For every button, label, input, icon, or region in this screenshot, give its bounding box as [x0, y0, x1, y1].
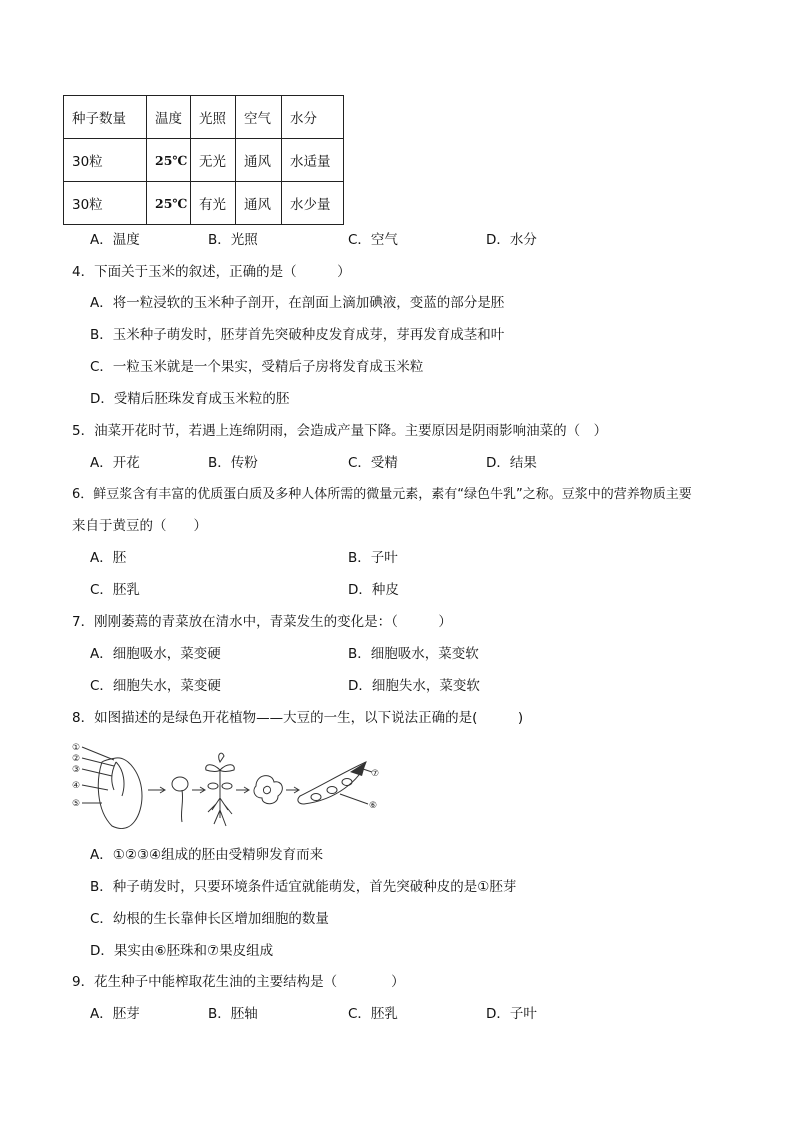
leader-line — [82, 769, 112, 776]
leader-line — [82, 785, 108, 790]
table-cell: 30粒 — [64, 182, 147, 225]
q3-option-d: D．水分 — [486, 232, 537, 248]
leader-line — [82, 747, 114, 760]
q8-stem: 8．如图描述的是绿色开花植物——大豆的一生，以下说法正确的是( ) — [72, 710, 524, 726]
q5-option-b: B．传粉 — [208, 455, 258, 471]
table-cell: 通风 — [236, 139, 282, 182]
q9-option-c: C．胚乳 — [348, 1006, 398, 1022]
table-row — [64, 182, 344, 225]
figure-label-7: ⑦ — [371, 769, 380, 779]
figure-label-4: ④ — [72, 781, 81, 791]
table-header-row — [64, 96, 344, 139]
q6-option-a: A．胚 — [90, 550, 127, 566]
q7-option-c: C．细胞失水，菜变硬 — [90, 678, 221, 694]
figure-label-6: ⑥ — [369, 801, 378, 811]
leader-line — [340, 794, 368, 804]
pod-seed — [342, 779, 352, 786]
q8-option-c: C．幼根的生长靠伸长区增加细胞的数量 — [90, 911, 329, 927]
plant-leaf — [206, 765, 220, 772]
table-cell: 水适量 — [282, 139, 344, 182]
q7-option-b: B．细胞吸水，菜变软 — [348, 646, 479, 662]
plant-cotyledon — [222, 783, 232, 789]
q4-stem: 4．下面关于玉米的叙述，正确的是（ ） — [72, 264, 351, 280]
plant-bud — [219, 753, 224, 762]
q6-option-d: D．种皮 — [348, 582, 399, 598]
q6-stem-line1: 6．鲜豆浆含有丰富的优质蛋白质及多种人体所需的微量元素，素有“绿色牛乳”之称。豆浆中的营养物质主要 — [72, 487, 692, 502]
q6-option-c: C．胚乳 — [90, 582, 140, 598]
q8-option-b: B．种子萌发时，只要环境条件适宜就能萌发，首先突破种皮的是①胚芽 — [90, 879, 517, 895]
table-header-cell: 水分 — [282, 96, 344, 139]
figure-label-5: ⑤ — [72, 799, 81, 809]
pod-outline — [298, 762, 366, 804]
figure-label-2: ② — [72, 754, 81, 764]
q9-option-b: B．胚轴 — [208, 1006, 258, 1022]
q3-option-a: A．温度 — [90, 232, 140, 248]
pod-seed — [327, 787, 337, 794]
figure-label-3: ③ — [72, 765, 81, 775]
q5-stem: 5．油菜开花时节，若遇上连绵阴雨，会造成产量下降。主要原因是阴雨影响油菜的（ ） — [72, 423, 608, 439]
q9-option-d: D．子叶 — [486, 1006, 537, 1022]
plant-cotyledon — [208, 783, 218, 789]
q3-option-c: C．空气 — [348, 232, 398, 248]
q9-option-a: A．胚芽 — [90, 1006, 140, 1022]
table-header-cell: 温度 — [147, 96, 191, 139]
table-header-cell: 光照 — [191, 96, 236, 139]
table-cell: 水少量 — [282, 182, 344, 225]
seed-inner-line — [116, 762, 124, 796]
q7-option-d: D．细胞失水，菜变软 — [348, 678, 480, 694]
table-row — [64, 139, 344, 182]
table-cell: 25℃ — [147, 182, 191, 225]
q4-option-d: D．受精后胚珠发育成玉米粒的胚 — [90, 391, 290, 407]
table-cell: 通风 — [236, 182, 282, 225]
q6-option-b: B．子叶 — [348, 550, 398, 566]
q5-option-a: A．开花 — [90, 455, 140, 471]
q3-option-b: B．光照 — [208, 232, 258, 248]
q5-option-c: C．受精 — [348, 455, 398, 471]
q8-option-a: A．①②③④组成的胚由受精卵发育而来 — [90, 847, 324, 863]
seed-experiment-table — [63, 95, 344, 225]
q5-option-d: D．结果 — [486, 455, 537, 471]
figure-label-1: ① — [72, 743, 81, 753]
germinating-seed — [172, 777, 188, 791]
plant-leaf — [220, 765, 234, 772]
table-cell: 有光 — [191, 182, 236, 225]
q8-option-d: D．果实由⑥胚珠和⑦果皮组成 — [90, 943, 274, 959]
q7-option-a: A．细胞吸水，菜变硬 — [90, 646, 221, 662]
table-cell: 无光 — [191, 139, 236, 182]
germinating-root — [181, 790, 182, 822]
q9-stem: 9．花生种子中能榨取花生油的主要结构是（ ） — [72, 974, 405, 990]
q4-option-c: C．一粒玉米就是一个果实，受精后子房将发育成玉米粒 — [90, 359, 424, 375]
flower-center — [263, 786, 270, 793]
q6-stem-line2: 来自于黄豆的（ ） — [72, 518, 207, 534]
q7-stem: 7．刚刚萎蔫的青菜放在清水中，青菜发生的变化是：（ ） — [72, 614, 452, 630]
pod-seed — [311, 794, 321, 801]
plant-roots — [208, 798, 232, 826]
table-cell: 30粒 — [64, 139, 147, 182]
q4-option-a: A．将一粒浸软的玉米种子剖开，在剖面上滴加碘液，变蓝的部分是胚 — [90, 295, 505, 311]
table-header-cell: 空气 — [236, 96, 282, 139]
q4-option-b: B．玉米种子萌发时，胚芽首先突破种皮发育成芽，芽再发育成茎和叶 — [90, 327, 505, 343]
table-cell: 25℃ — [147, 139, 191, 182]
soybean-life-cycle-figure — [72, 740, 382, 832]
table-header-cell: 种子数量 — [64, 96, 147, 139]
flower-petals — [254, 776, 282, 804]
